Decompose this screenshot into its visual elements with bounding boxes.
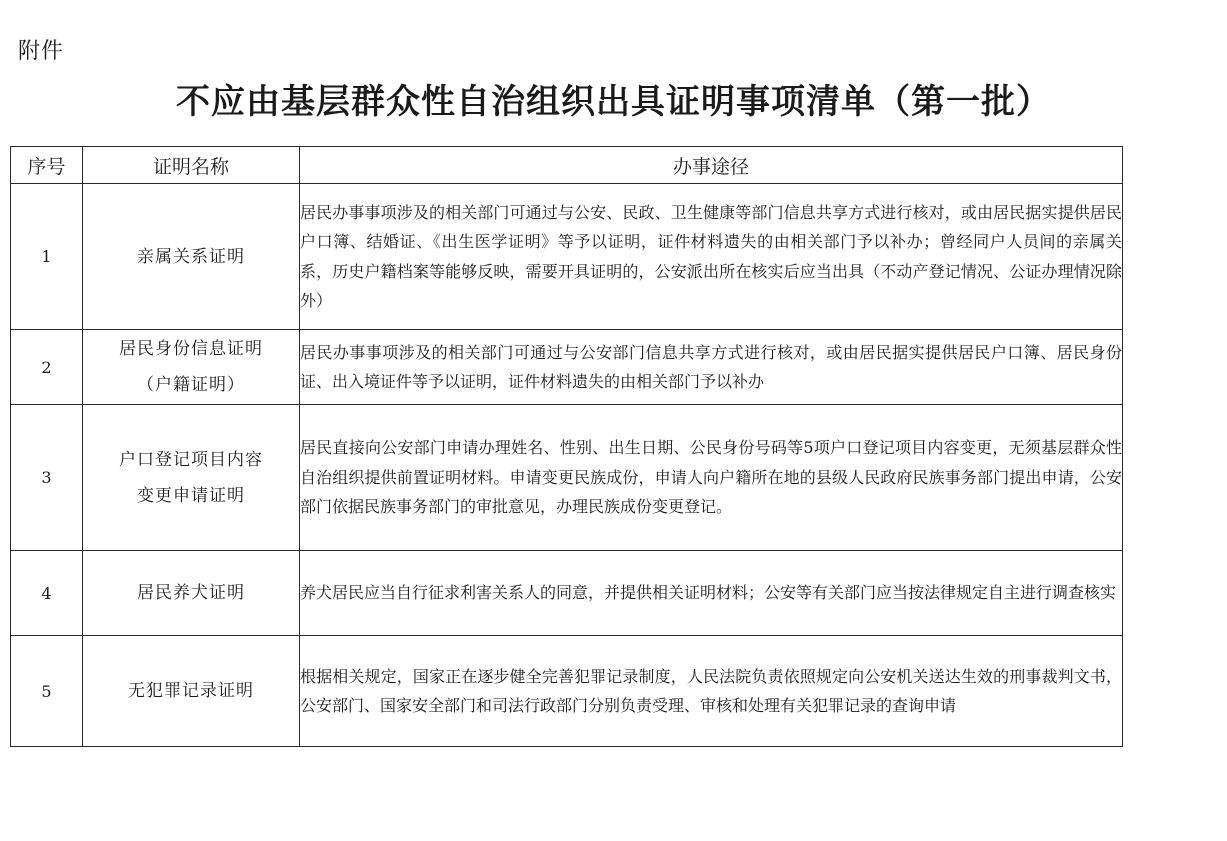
certificate-name-line: 变更申请证明 (137, 485, 245, 506)
row-number: 4 (11, 551, 83, 636)
table-row (11, 184, 1123, 330)
certificate-name (83, 405, 300, 551)
certificate-name (83, 184, 300, 330)
certificate-name (83, 330, 300, 405)
certificate-name-line: 亲属关系证明 (137, 246, 245, 267)
certificate-name (83, 551, 300, 636)
certificate-name (83, 636, 300, 747)
certificate-name-line: 户口登记项目内容 (119, 449, 263, 470)
table-row (11, 330, 1123, 405)
document-title: 不应由基层群众性自治组织出具证明事项清单（第一批） (176, 82, 1051, 122)
table-header-row (11, 147, 1123, 184)
table-row (11, 636, 1123, 747)
processing-path: 根据相关规定，国家正在逐步健全完善犯罪记录制度，人民法院负责依照规定向公安机关送达生效的刑事裁判文书，公安部门、国家安全部门和司法行政部门分别负责受理、审核和处理有关犯罪记录的查询申请 (300, 636, 1123, 747)
certificate-name-line: 居民养犬证明 (137, 583, 245, 603)
row-number: 1 (11, 184, 83, 330)
row-number: 3 (11, 405, 83, 551)
header-no: 序号 (11, 147, 83, 184)
certificate-name-line: 无犯罪记录证明 (128, 681, 254, 701)
certificate-name-line: 居民身份信息证明 (119, 339, 263, 359)
certificate-list-table (10, 146, 1123, 747)
row-number: 5 (11, 636, 83, 747)
table-row (11, 551, 1123, 636)
processing-path: 居民办事事项涉及的相关部门可通过与公安部门信息共享方式进行核对，或由居民据实提供居民户口簿、居民身份证、出入境证件等予以证明，证件材料遗失的由相关部门予以补办 (300, 330, 1123, 405)
processing-path: 养犬居民应当自行征求利害关系人的同意，并提供相关证明材料；公安等有关部门应当按法律规定自主进行调查核实 (300, 551, 1123, 636)
processing-path: 居民直接向公安部门申请办理姓名、性别、出生日期、公民身份号码等5项户口登记项目内容变更，无须基层群众性自治组织提供前置证明材料。申请变更民族成份，申请人向户籍所在地的县级人民政府民族事务部门提出申请，公安部门依据民族事务部门的审批意见，办理民族成份变更登记。 (300, 405, 1123, 551)
header-path: 办事途径 (300, 147, 1123, 184)
attachment-label: 附件 (18, 39, 65, 64)
table-row (11, 405, 1123, 551)
header-name: 证明名称 (83, 147, 300, 184)
processing-path: 居民办事事项涉及的相关部门可通过与公安、民政、卫生健康等部门信息共享方式进行核对，或由居民据实提供居民户口簿、结婚证、《出生医学证明》等予以证明，证件材料遗失的由相关部门予以补办；曾经同户人员间的亲属关系，历史户籍档案等能够反映，需要开具证明的，公安派出所在核实后应当出具（不动产登记情况、公证办理情况除外） (300, 184, 1123, 330)
row-number: 2 (11, 330, 83, 405)
certificate-name-line: （户籍证明） (137, 375, 245, 395)
